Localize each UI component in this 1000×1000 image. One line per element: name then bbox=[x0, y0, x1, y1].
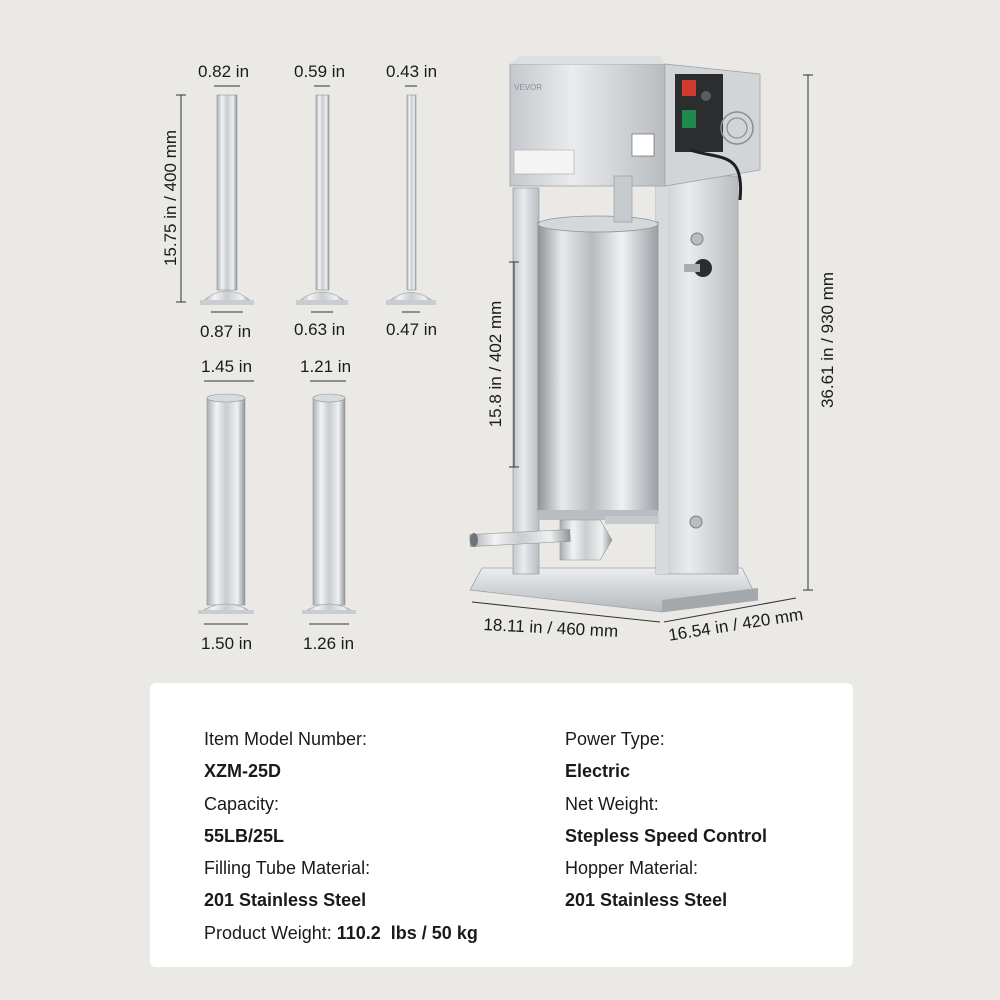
brand-logo: VEVOR bbox=[514, 83, 543, 92]
spec-label: Product Weight: bbox=[204, 922, 337, 943]
spec-label: Item Model Number: bbox=[204, 729, 368, 749]
filling-tube-1-21 bbox=[302, 381, 356, 624]
spec-label: Power Type: bbox=[565, 729, 665, 749]
hopper-height-label: 15.8 in / 402 mm bbox=[486, 300, 505, 428]
sausage-stuffer-machine bbox=[470, 56, 760, 612]
spec-label: Filling Tube Material: bbox=[204, 858, 371, 879]
width-label: 18.11 in / 460 mm bbox=[483, 615, 619, 642]
specification-card bbox=[150, 683, 853, 967]
spec-value: XZM-25D bbox=[204, 761, 282, 782]
tube-top-label-2: 0.59 in bbox=[294, 62, 346, 81]
tube-bottom-label-1: 0.87 in bbox=[200, 322, 252, 341]
tube-top-label-3: 0.43 in bbox=[386, 62, 438, 81]
spec-column-right bbox=[565, 723, 767, 917]
tube-top-label-5: 1.21 in bbox=[300, 357, 352, 376]
spec-value: Electric bbox=[565, 761, 631, 782]
product-weight-row bbox=[204, 917, 478, 949]
tube-length-label: 15.75 in / 400 mm bbox=[161, 129, 180, 267]
spec-label: Hopper Material: bbox=[565, 858, 699, 879]
spec-value: 201 Stainless Steel bbox=[565, 890, 728, 911]
tube-top-label-4: 1.45 in bbox=[201, 357, 253, 376]
spec-label: Capacity: bbox=[204, 793, 280, 814]
filling-tube-0-59 bbox=[296, 86, 348, 312]
spec-value: 201 Stainless Steel bbox=[204, 890, 367, 911]
spec-column-left bbox=[204, 723, 478, 949]
total-height-label: 36.61 in / 930 mm bbox=[818, 271, 837, 409]
tube-bottom-label-5: 1.26 in bbox=[303, 634, 355, 653]
tube-top-label-1: 0.82 in bbox=[198, 62, 250, 81]
spec-value: 110.2 lbs / 50 kg bbox=[336, 922, 478, 943]
filling-tube-0-43 bbox=[386, 86, 436, 312]
spec-value: 55LB/25L bbox=[204, 825, 285, 846]
spec-value: Stepless Speed Control bbox=[565, 825, 768, 846]
tube-bottom-label-2: 0.63 in bbox=[294, 320, 346, 339]
spec-label: Net Weight: bbox=[565, 793, 659, 814]
tube-bottom-label-4: 1.50 in bbox=[201, 634, 253, 653]
filling-tube-0-82 bbox=[200, 86, 254, 312]
depth-label: 16.54 in / 420 mm bbox=[667, 604, 805, 645]
filling-tube-1-45 bbox=[198, 381, 254, 624]
tube-bottom-label-3: 0.47 in bbox=[386, 320, 438, 339]
